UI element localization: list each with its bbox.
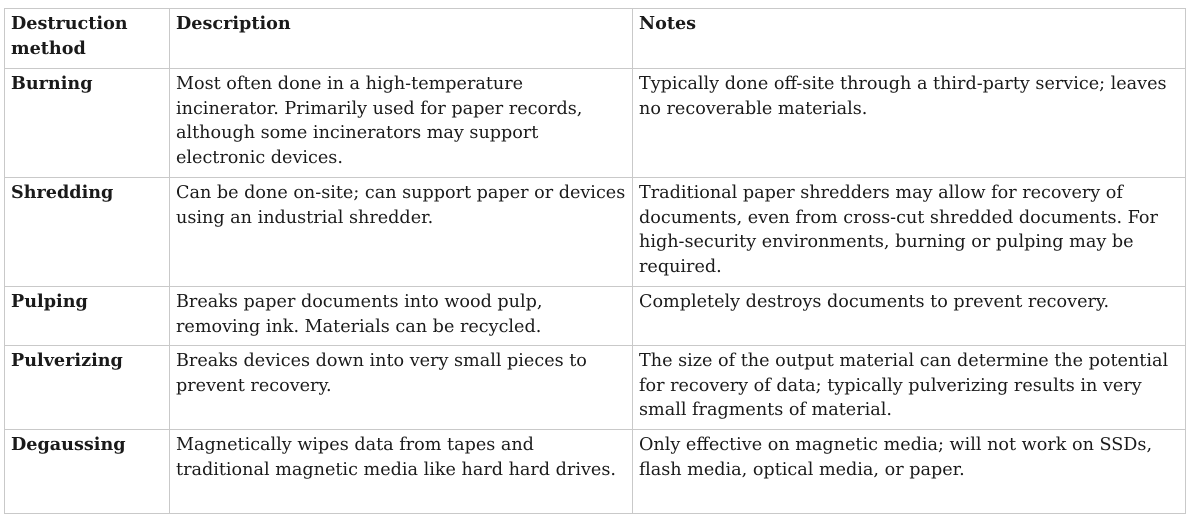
table-row [5,178,1186,287]
header-description: Description [170,9,633,69]
method-cell: Degaussing [5,430,170,514]
description-cell: Breaks paper documents into wood pulp, removing ink. Materials can be recycled. [170,287,633,346]
description-cell: Breaks devices down into very small pieces to prevent recovery. [170,346,633,430]
header-notes: Notes [633,9,1186,69]
table-row [5,430,1186,514]
table-row [5,69,1186,178]
notes-cell: Typically done off-site through a third-party service; leaves no recoverable materials. [633,69,1186,178]
notes-cell: The size of the output material can determine the potential for recovery of data; typically pulverizing results in very small fragments of material. [633,346,1186,430]
description-cell: Can be done on-site; can support paper or devices using an industrial shredder. [170,178,633,287]
method-cell: Pulping [5,287,170,346]
notes-cell: Completely destroys documents to prevent recovery. [633,287,1186,346]
method-cell: Shredding [5,178,170,287]
description-cell: Most often done in a high-temperature incinerator. Primarily used for paper records, although some incinerators may support electronic devices. [170,69,633,178]
description-cell: Magnetically wipes data from tapes and traditional magnetic media like hard hard drives. [170,430,633,514]
notes-cell: Only effective on magnetic media; will not work on SSDs, flash media, optical media, or paper. [633,430,1186,514]
table-header-row [5,9,1186,69]
destruction-methods-table [4,8,1186,514]
table-row [5,287,1186,346]
header-destruction-method: Destruction method [5,9,170,69]
table-row [5,346,1186,430]
method-cell: Burning [5,69,170,178]
notes-cell: Traditional paper shredders may allow for recovery of documents, even from cross-cut shredded documents. For high-security environments, burning or pulping may be required. [633,178,1186,287]
method-cell: Pulverizing [5,346,170,430]
